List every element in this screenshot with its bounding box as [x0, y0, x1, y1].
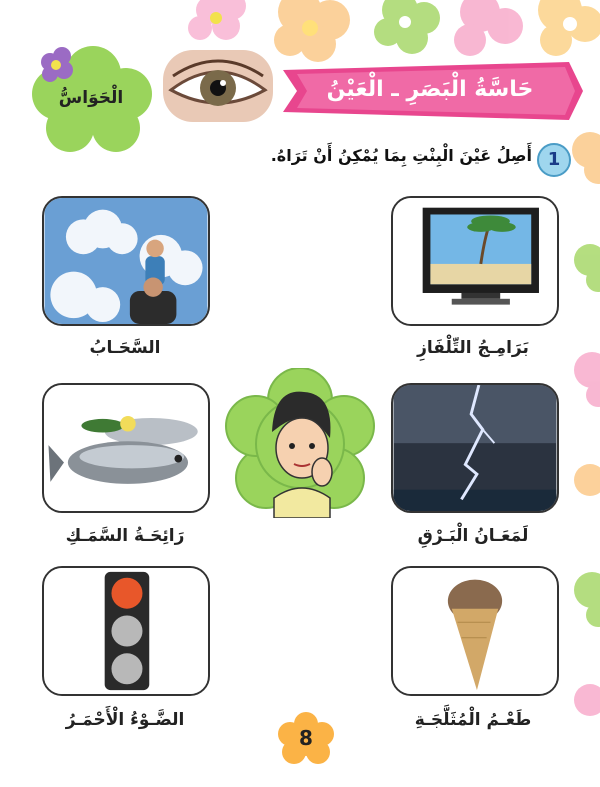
clouds-image	[44, 198, 208, 324]
instruction-text: أَصِلُ عَيْنَ الْبِنْتِ بِمَا يُمْكِنُ أَنْ تَرَاهُ.	[270, 146, 532, 165]
question-number: 1	[547, 149, 561, 170]
clouds-card[interactable]	[42, 196, 210, 326]
traffic-light-image	[44, 568, 208, 694]
icecream-image	[393, 568, 557, 694]
clouds-caption: السَّحَـابُ	[89, 338, 161, 358]
traffic-light-card[interactable]	[42, 566, 210, 696]
lightning-card[interactable]	[391, 383, 559, 513]
category-label: الْحَوَاسُّ	[58, 88, 124, 108]
girl-flower	[222, 368, 378, 518]
page-title: حَاسَّةُ الْبَصَرِ ـ الْعَيْنُ	[326, 77, 534, 102]
icecream-card[interactable]	[391, 566, 559, 696]
page-number: 8	[299, 726, 313, 750]
icecream-caption: طَعْـمُ الْمُثَلَّجَـةِ	[414, 710, 532, 730]
lightning-caption: لَمَعَـانُ الْبَـرْقِ	[417, 526, 529, 546]
tv-card[interactable]	[391, 196, 559, 326]
fish-card[interactable]	[42, 383, 210, 513]
tv-caption: بَرَامِـجُ التِّلْفَازِ	[417, 338, 529, 358]
lightning-image	[393, 385, 557, 511]
decorative-flowers-right	[560, 120, 600, 740]
fish-caption: رَائِحَـةُ السَّمَـكِ	[65, 526, 185, 546]
fish-image	[44, 385, 208, 511]
traffic-light-caption: الضَّـوْءُ الْأَحْمَـرُ	[65, 710, 185, 730]
tv-image	[393, 198, 557, 324]
eye-image	[163, 50, 273, 122]
